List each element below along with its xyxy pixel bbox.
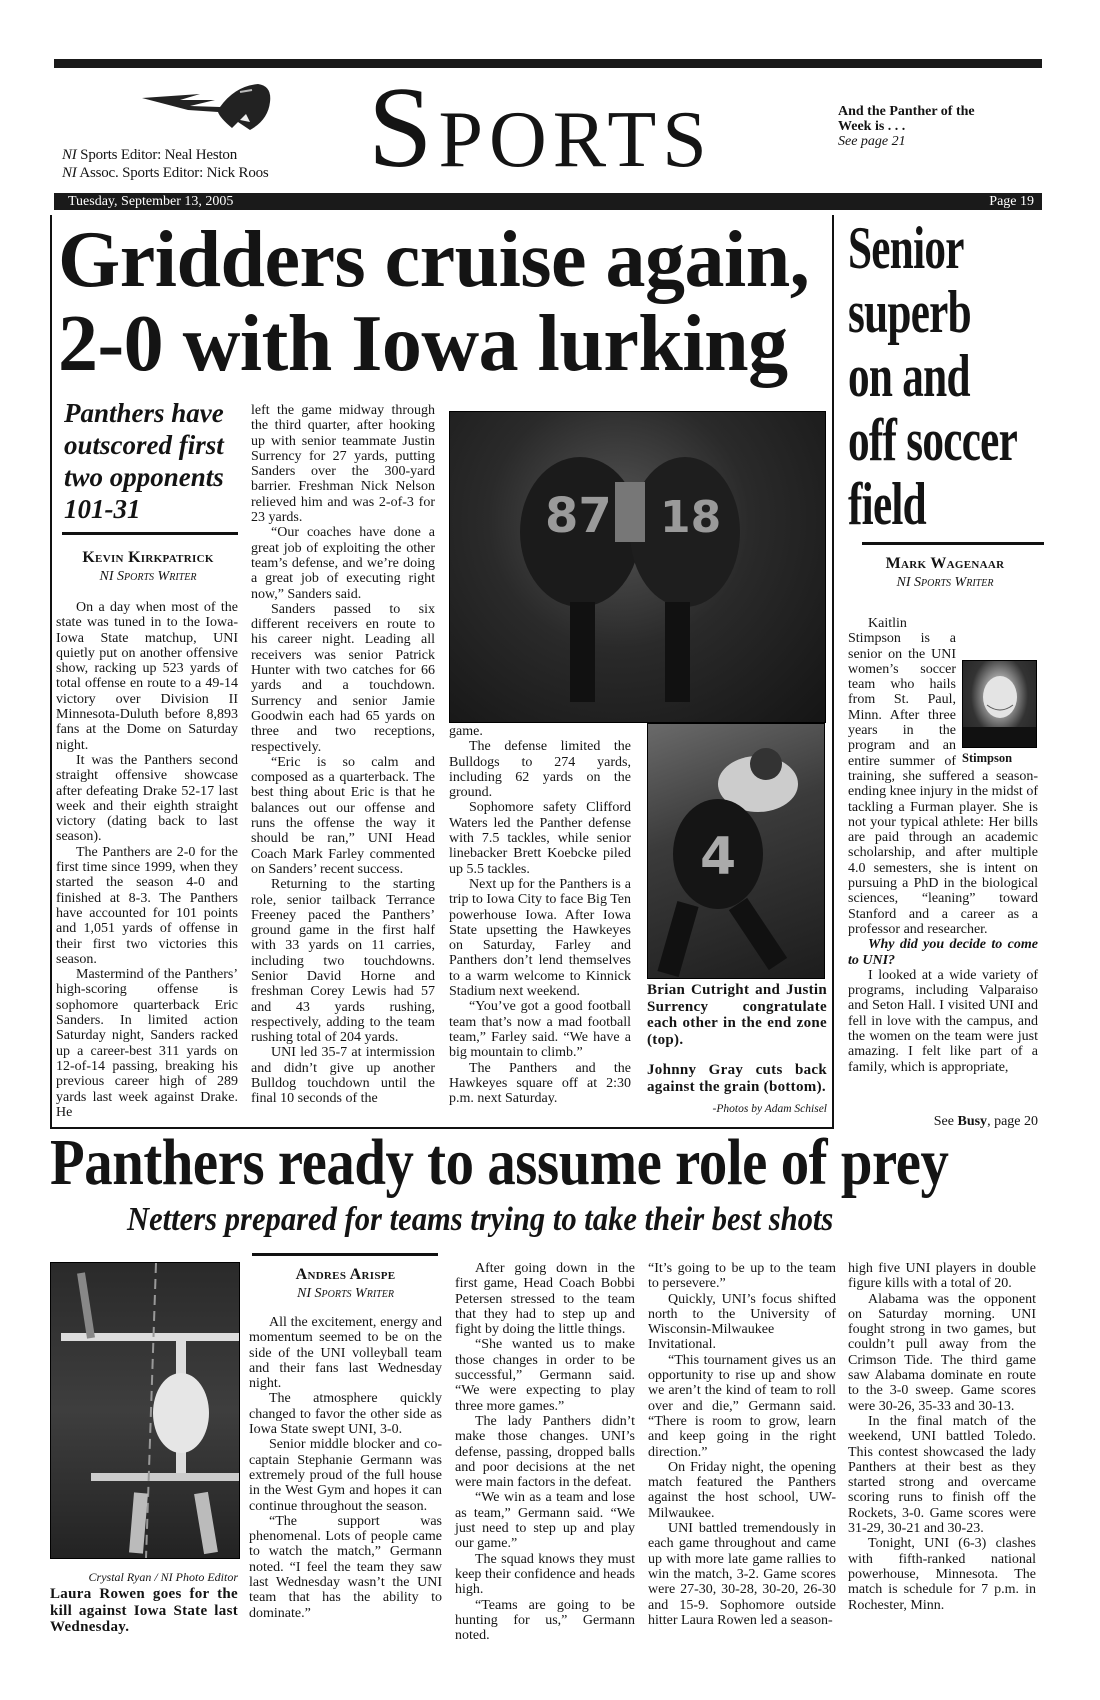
paragraph: “Our coaches have done a great job of exploiting the other team’s defense, and we’re doing a great job of executing right now,” Sanders said. <box>251 525 435 602</box>
headline-line: superb <box>848 279 971 345</box>
panther-logo-icon <box>140 80 275 132</box>
volleyball-subhead: Netters prepared for teams trying to take their best shots <box>127 1201 834 1238</box>
assoc-sports-editor <box>62 164 269 182</box>
volleyball-byline <box>249 1266 442 1302</box>
author-role: NI Sports Writer <box>99 569 197 584</box>
author-name: Andres Arispe <box>295 1266 396 1283</box>
photo-credit: -Photos by Adam Schisel <box>712 1103 827 1115</box>
paragraph: The lady Panthers didn’t make those changes. UNI’s defense, passing, dropped balls and poor decisions at the net were main factors in the defeat. <box>455 1413 635 1491</box>
volleyball-column-4 <box>848 1261 1036 1613</box>
headline-line: on and <box>848 343 970 409</box>
author-name: Kevin Kirkpatrick <box>82 549 214 566</box>
football-photo-captions <box>647 982 827 1118</box>
paragraph: game. <box>449 724 483 739</box>
soccer-headline[interactable] <box>848 216 1035 536</box>
volleyball-headline[interactable]: Panthers ready to assume role of prey <box>50 1126 949 1199</box>
svg-text:18: 18 <box>660 492 722 543</box>
paragraph: “This tournament gives us an opportunity to rise up and show we aren’t the kind of team to roll over and die,” Germann said. “There is room to grow, learn and keep going in the right direction.” <box>648 1352 836 1460</box>
soccer-column <box>848 616 1038 1075</box>
caption-top: Brian Cutright and Justin Surrency congratulate each other in the end zone (top). <box>647 982 827 1048</box>
volleyball-column-1 <box>249 1315 442 1621</box>
interview-question: Why did you decide to come to UNI? <box>848 937 1038 968</box>
divider <box>252 1253 438 1256</box>
volleyball-column-3 <box>648 1261 836 1628</box>
paragraph: Next up for the Panthers is a trip to Iowa City to face Big Ten powerhouse Iowa. After Iowa State upsetting the Hawkeyes on Saturday, Farley and Panthers don’t lend themselves to a warm welcome to Kinnick Stadium next weekend. <box>449 876 631 1000</box>
teaser-line1: And the Panther of the <box>838 104 975 119</box>
paragraph: Tonight, UNI (6-3) clashes with fifth-ranked national powerhouse, Minnesota. The match is schedule for 7 p.m. in Rochester, Minn. <box>848 1536 1036 1613</box>
sports-editor <box>62 146 269 164</box>
paper-abbrev: NI <box>62 165 77 181</box>
paragraph: “She wanted us to make those changes in order to be successful,” Germann said. “We were expecting to play three more games.” <box>455 1337 635 1414</box>
caption-bottom: Johnny Gray cuts back against the grain (bottom). <box>647 1062 827 1095</box>
volleyball-photo-caption: Laura Rowen goes for the kill against Iowa State last Wednesday. <box>50 1586 238 1635</box>
section-title <box>368 64 713 192</box>
paragraph: The defense limited the Bulldogs to 274 yards, including 62 yards on the ground. <box>449 739 631 801</box>
jump-page: , page 20 <box>987 1114 1038 1129</box>
section-title-initial: S <box>368 64 439 192</box>
paragraph: “It’s going to be up to the team to persevere.” <box>648 1261 836 1292</box>
paragraph: I looked at a wide variety of programs, including Valparaiso and Seton Hall. I visited UNI and fell in love with the campus, and the women on the team were just amazing. I felt like part of a family, which is appropriate, <box>848 967 1038 1075</box>
paragraph: Senior middle blocker and co-captain Stephanie Germann was extremely proud of the full house in the West Gym and hopes it can continue throughout the season. <box>249 1437 442 1514</box>
paragraph: UNI battled tremendously in each game throughout and came up with more late game rallies to win the match, 3-2. Game scores were 27-30, 30-28, 30-20, 26-30 and 15-9. Sophomore outside hitter Laura Rowen led a season- <box>648 1521 836 1628</box>
paragraph: “You’ve got a good football team that’s now a mad football team,” Farley said. “We have a big mountain to climb.” <box>449 999 631 1061</box>
issue-date: Tuesday, September 13, 2005 <box>68 194 234 209</box>
paragraph: high five UNI players in double figure kills with a total of 20. <box>848 1261 1036 1292</box>
jump-prefix: See <box>933 1114 954 1129</box>
headline-line: Senior <box>848 215 964 281</box>
teaser-line2: Week is . . . <box>838 119 906 134</box>
panther-of-week-teaser[interactable] <box>838 104 975 149</box>
football-column-1 <box>56 600 238 1120</box>
teaser-page-ref: See page 21 <box>838 134 906 149</box>
jump-word: Busy <box>957 1114 988 1129</box>
stimpson-headshot <box>962 660 1037 748</box>
paragraph: After going down in the first game, Head Coach Bobbi Petersen stressed to the team that they had to step up and fight by doing the little things. <box>455 1261 635 1338</box>
divider <box>862 542 1044 545</box>
paragraph: Mastermind of the Panthers’ high-scoring offense is sophomore quarterback Eric Sanders. In limited action Saturday night, Sanders racked up a career-best 311 yards on 12-of-14 passing, breaking his previous career high of 289 yards last week against Drake. He <box>56 967 238 1120</box>
sports-editor-name: Sports Editor: Neal Heston <box>80 147 238 163</box>
paragraph: “We win as a team and lose as team,” Germann said. “We just need to step up and play our game.” <box>455 1490 635 1552</box>
assoc-editor-name: Assoc. Sports Editor: Nick Roos <box>79 165 269 181</box>
football-column-3 <box>449 724 631 1106</box>
football-run-photo <box>647 723 825 979</box>
paragraph: All the excitement, energy and momentum seemed to be on the side of the UNI volleyball team and their fans last Wednesday night. <box>249 1315 442 1392</box>
headshot-wrap <box>962 660 1038 766</box>
volleyball-photo <box>50 1262 240 1559</box>
top-rule <box>54 59 1042 68</box>
headline-line2: 2-0 with Iowa lurking <box>58 300 788 388</box>
author-role: NI Sports Writer <box>297 1286 394 1301</box>
volleyball-photo-credit: Crystal Ryan / NI Photo Editor <box>88 1570 238 1584</box>
paragraph: left the game midway through the third quarter, after hooking up with senior teammate Justin Surrency for 27 yards, putting Sanders over the 300-yard barrier. Freshman Nick Nelson relieved him and was 2-of-3 for 23 yards. <box>251 403 435 526</box>
section-title-rest: PORTS <box>438 96 713 184</box>
date-bar <box>54 193 1042 210</box>
paper-abbrev: NI <box>62 147 77 163</box>
football-subhead: Panthers have outscored first two opponents 101-31 <box>64 398 224 524</box>
football-byline <box>56 549 240 585</box>
paragraph: On Friday night, the opening match featured the Panthers against the host school, UW-Milwaukee. <box>648 1459 836 1521</box>
paragraph: Sanders passed to six different receivers en route to his career night. Leading all receivers was senior Patrick Hunter with two catches for 66 yards and a touchdown. Surrency and senior Jamie Goodwin each had 65 yards on three and two receptions, respectively. <box>251 601 435 755</box>
divider <box>62 532 238 535</box>
football-headline[interactable] <box>58 218 809 386</box>
paragraph: Quickly, UNI’s focus shifted north to the University of Wisconsin-Milwaukee Invitational. <box>648 1291 836 1353</box>
football-celebration-photo <box>449 411 826 723</box>
paragraph: The atmosphere quickly changed to favor the other side as Iowa State swept UNI, 3-0. <box>249 1391 442 1438</box>
paragraph: “The support was phenomenal. Lots of people came to watch the match,” Germann noted. “I feel the team they saw last Wednesday wasn’t the UNI team that has the ability to dominate.” <box>249 1513 442 1621</box>
soccer-byline <box>850 555 1040 591</box>
paragraph: It was the Panthers second straight offensive showcase after defeating Drake 52-17 last week and their eighth straight victory (dating back to last season). <box>56 752 238 845</box>
paragraph: The Panthers are 2-0 for the first time since 1999, when they started the season 4-0 and finished at 8-3. The Panthers have accounted for 101 points and 1,051 yards of offense in their first two victories this season. <box>56 844 238 967</box>
headline-line: field <box>848 471 926 537</box>
svg-text:4: 4 <box>700 827 737 887</box>
paragraph: Returning to the starting role, senior tailback Terrance Freeney paced the Panthers’ ground game in the first half with 33 yards on 11 carries, including two touchdowns. Senior David Horne and freshman Corey Lewis had 57 and 43 yards rushing, respectively, adding to the team rushing total of 204 yards. <box>251 877 435 1046</box>
author-name: Mark Wagenaar <box>885 555 1005 572</box>
author-role: NI Sports Writer <box>896 575 994 590</box>
paragraph: “Teams are going to be hunting for us,” Germann noted. <box>455 1597 635 1644</box>
paragraph: The Panthers and the Hawkeyes square off at 2:30 p.m. next Saturday. <box>449 1060 631 1107</box>
paragraph: “Eric is so calm and composed as a quarterback. The best thing about Eric is that he balances out our offense and runs the offense the way it should be ran,” UNI Head Coach Mark Farley commented on Sanders’ recent success. <box>251 754 435 877</box>
volleyball-column-2 <box>455 1261 635 1643</box>
svg-text:87: 87 <box>545 488 612 544</box>
football-column-2 <box>251 403 435 1107</box>
headshot-caption: Stimpson <box>962 751 1013 765</box>
paragraph: UNI led 35-7 at intermission and didn’t give up another Bulldog touchdown until the final 10 seconds of the <box>251 1045 435 1107</box>
page-number: Page 19 <box>989 194 1034 209</box>
paragraph: On a day when most of the state was tuned in to the Iowa-Iowa State matchup, UNI quietly put on another offensive show, racking up 523 yards of total offense en route to a 49-14 victory over Division II Minnesota-Duluth before 8,893 fans at the Dome on Saturday night. <box>56 600 238 753</box>
paragraph: Kaitlin Stimpson is a senior on the UNI women’s soccer team who hails from St. Paul, Minn. After three years in the program and an entire summer of training, she suffered a season-ending knee injury in the midst of tackling a Furman player. She is not your typical athlete: Her bills are paid through an academic scholarship, and after multiple 4.0 semesters, she is intent on pursuing a PhD in the biological sciences, “leaning” toward Stanford and a career as a professor and researcher. <box>848 616 1038 937</box>
paragraph: Sophomore safety Clifford Waters led the Panther defense with 7.5 tackles, while senior linebacker Brett Koebcke piled up 5.5 tackles. <box>449 800 631 877</box>
editor-credits <box>62 146 269 182</box>
paragraph: The squad knows they must keep their confidence and heads high. <box>455 1551 635 1598</box>
paragraph: In the final match of the weekend, UNI battled Toledo. This contest showcased the lady Panthers at their best as they started strong and overcame scoring runs to finish off the Rockets, 3-0. Game scores were 31-29, 30-21 and 30-23. <box>848 1413 1036 1537</box>
paragraph: Alabama was the opponent on Saturday morning. UNI fought strong in two games, but couldn’t pull away from the Crimson Tide. The third game saw Alabama dominate en route to the 3-0 sweep. Game scores were 30-26, 35-33 and 30-13. <box>848 1291 1036 1414</box>
headline-line: off soccer <box>848 407 1018 473</box>
headline-line1: Gridders cruise again, <box>58 216 810 304</box>
